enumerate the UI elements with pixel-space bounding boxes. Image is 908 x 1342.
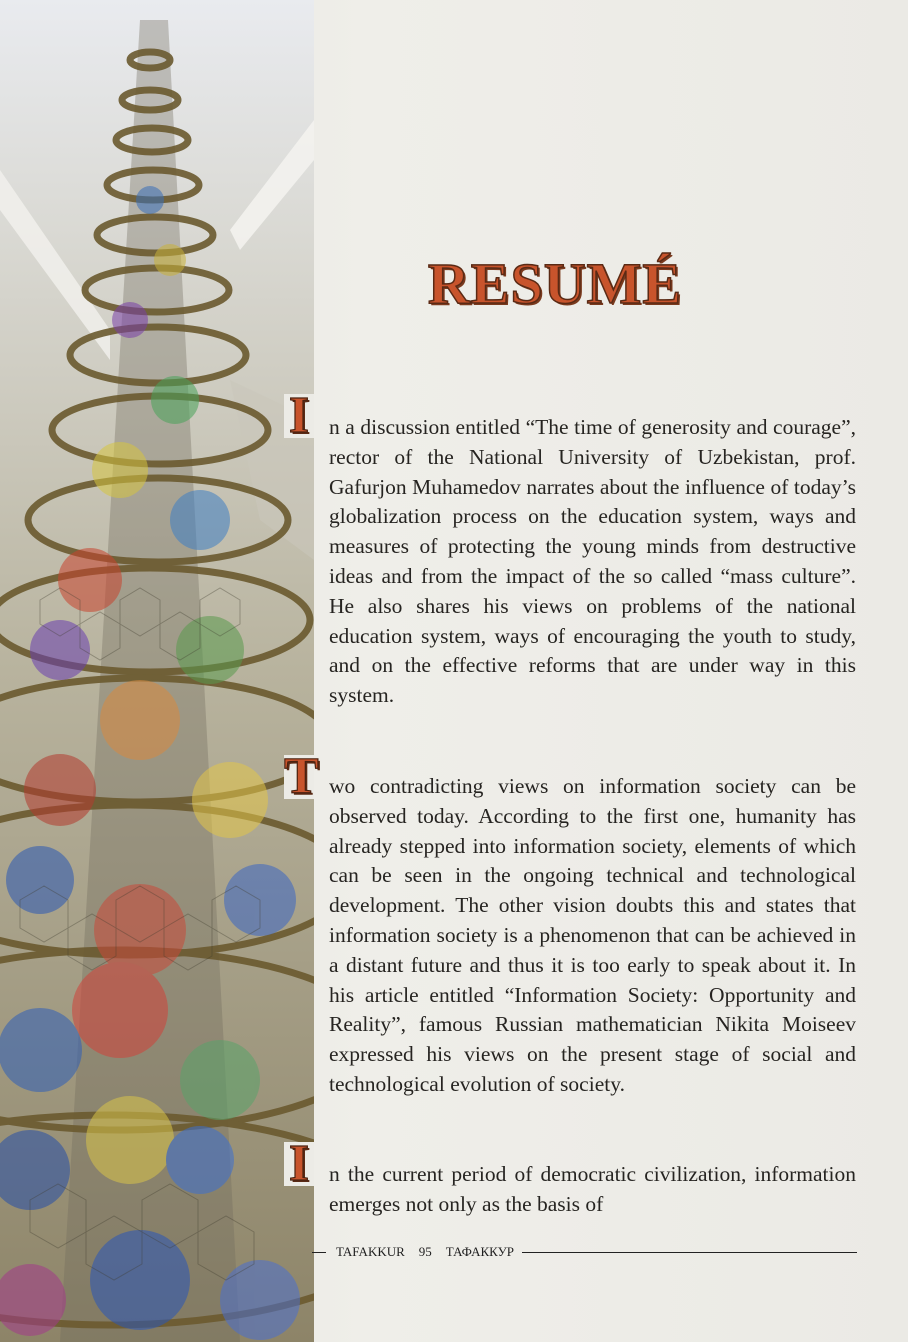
footer-journal-cyrillic: ТАФАККУР [445,1244,514,1259]
footer-rule-left [312,1252,326,1253]
decorative-photo [0,0,319,1342]
page-title: RESUMÉ [427,251,683,316]
spiral-sculpture-image [0,0,319,1342]
page-number: 95 [418,1244,432,1259]
drop-cap-1: I [284,394,314,438]
drop-cap-2: T [284,748,319,805]
footer-rule-right [522,1252,857,1253]
paragraph-2: wo contradicting views on information society can be observed today. According to the first one, humanity has already stepped into information society, elements of which can be seen in the ongoing technical and technological development. The other vision doubts this and states that information society is a phenomenon that can be achieved in a distant future and thus it is too early to speak about it. In his article entitled “Information Society: Opportunity and Reality”, famous Russian mathematician Nikita Moiseev expressed his views on the present stage of social and technological evolution of society. [329,774,856,1096]
paragraph-1: n a discussion entitled “The time of generosity and courage”, rector of the National University of Uzbekistan, prof. Gafurjon Muhamedov narrates about the influence of today’s globalization process on the education system, ways and measures of protecting the young minds from destructive ideas and from the impact of the so called “mass culture”. He also shares his views on problems of the national education system, ways of encouraging the youth to study, and on the effective reforms that are under way in this system. [329,415,856,708]
footer-journal-latin: TAFAKKUR [336,1244,405,1259]
paragraph-3: n the current period of democratic civilization, information emerges not only as the basis of [329,1162,856,1216]
drop-cap-3: I [284,1142,314,1186]
page-footer [312,1242,857,1262]
